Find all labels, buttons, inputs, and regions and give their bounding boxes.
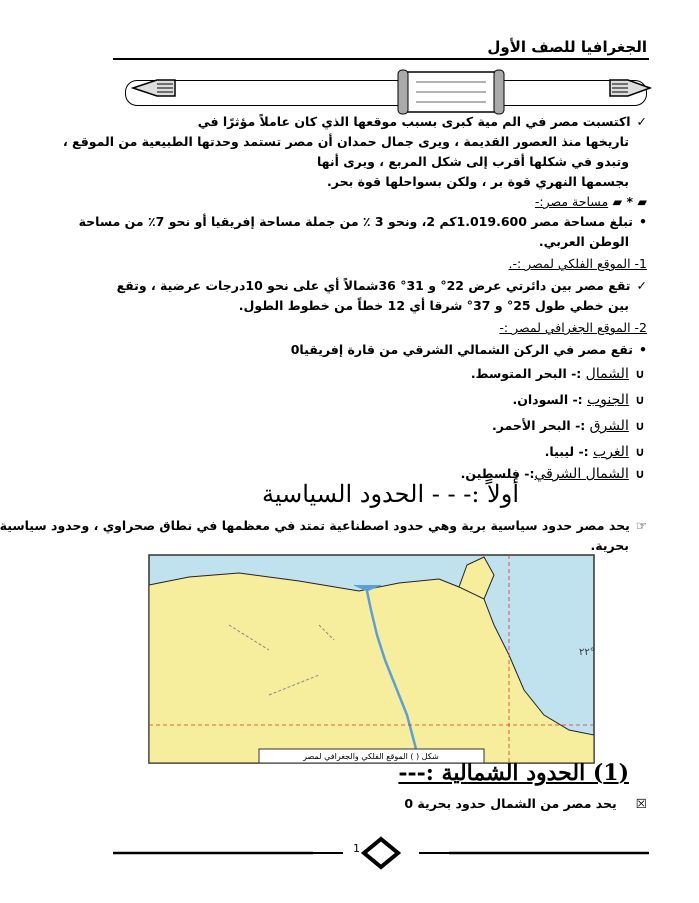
astronomical-line-1: ✓تقع مصر بين دائرتي عرض 22° و 31° 36شمالاً أي على نحو 10درجات عرضية ، وتقع: [116, 278, 647, 293]
diamond-icon: [364, 839, 398, 867]
geo-item-west: ∪الغرب :- ليبيا.: [544, 444, 645, 460]
pointing-finger-icon: ☞: [635, 518, 647, 533]
intro-line-3: وتبدو في شكلها أقرب إلى شكل المربع ، ويرى أنها: [316, 154, 629, 169]
north-border-line: ☒ يحد مصر من الشمال حدود بحرية 0: [404, 796, 647, 811]
geo-item-east: ∪الشرق :- البحر الأحمر.: [491, 418, 645, 434]
political-line-2: بحرية.: [590, 538, 629, 553]
page-number: 1: [353, 842, 360, 855]
geo-item-south: ∪الجنوب :- السودان.: [512, 392, 645, 408]
checkbox-x-icon: ☒: [635, 796, 647, 811]
egypt-map: [149, 555, 594, 763]
intro-line-2: تاريخها منذ العصور القديمة ، ويرى جمال حمدان أن مصر تستمد وحدتها الطبيعية من الموقع ،: [62, 134, 629, 149]
intro-line-1: ✓اكتسبت مصر في الم مية كبرى بسبب موقعها الذي كان عاملاً مؤثرًا في: [197, 114, 647, 129]
checkmark-icon: ✓: [636, 278, 647, 293]
geographic-heading: 2- الموقع الجغرافي لمصر :-: [499, 320, 647, 335]
book-icon: ▰: [637, 194, 647, 209]
geo-item-north: ∪الشمال :- البحر المتوسط.: [470, 366, 645, 382]
checkmark-icon: ✓: [636, 114, 647, 129]
area-heading: ▰ * ▰ مساحة مصر:-: [534, 194, 647, 209]
geographic-intro: •تقع مصر في الركن الشمالي الشرقي من قارة إفريقيا0: [290, 342, 647, 357]
area-line-1: •تبلغ مساحة مصر 1.019.600كم 2، ونحو 3 ٪ من جملة مساحة إفريقيا أو نحو 7٪ من مساحة: [78, 214, 647, 229]
page-header-title: الجغرافيا للصف الأول: [487, 38, 647, 56]
north-border-title: (1) الحدود الشمالية :---: [398, 760, 629, 786]
area-line-2: الوطن العربي.: [538, 234, 629, 249]
astronomical-heading: 1- الموقع الفلكي لمصر :-.: [508, 256, 647, 271]
map-caption: شكل ( ) الموقع الفلكي والجغرافي لمصر: [303, 752, 439, 761]
pointing-hand-icon: [129, 68, 181, 108]
title-banner: [125, 80, 647, 106]
map-lat-label: ٢٢°: [579, 647, 595, 658]
political-borders-title: أولاً :- - - الحدود السياسية: [261, 480, 519, 508]
header-rule: [113, 58, 649, 60]
pointing-hand-icon: [606, 68, 654, 108]
footer-ornament: [113, 838, 649, 868]
book-icon: ▰: [612, 194, 623, 209]
political-line-1: ☞يحد مصر حدود سياسية برية وهي حدود اصطناعية تمتد في معظمها في نطاق صحراوي ، وحدود سياسية: [0, 518, 647, 533]
bullet-dot-icon: •: [639, 342, 647, 357]
scroll-decoration: [396, 68, 506, 116]
bullet-dot-icon: •: [639, 214, 647, 229]
geo-item-northeast: ∪الشمال الشرقي:- فلسطين.: [460, 466, 645, 482]
intro-line-4: بجسمها النهري قوة بر ، ولكن بسواحلها قوة بحر.: [327, 174, 629, 189]
astronomical-line-2: بين خطي طول 25° و 37° شرقا أي 12 خطاً من خطوط الطول.: [238, 298, 629, 313]
